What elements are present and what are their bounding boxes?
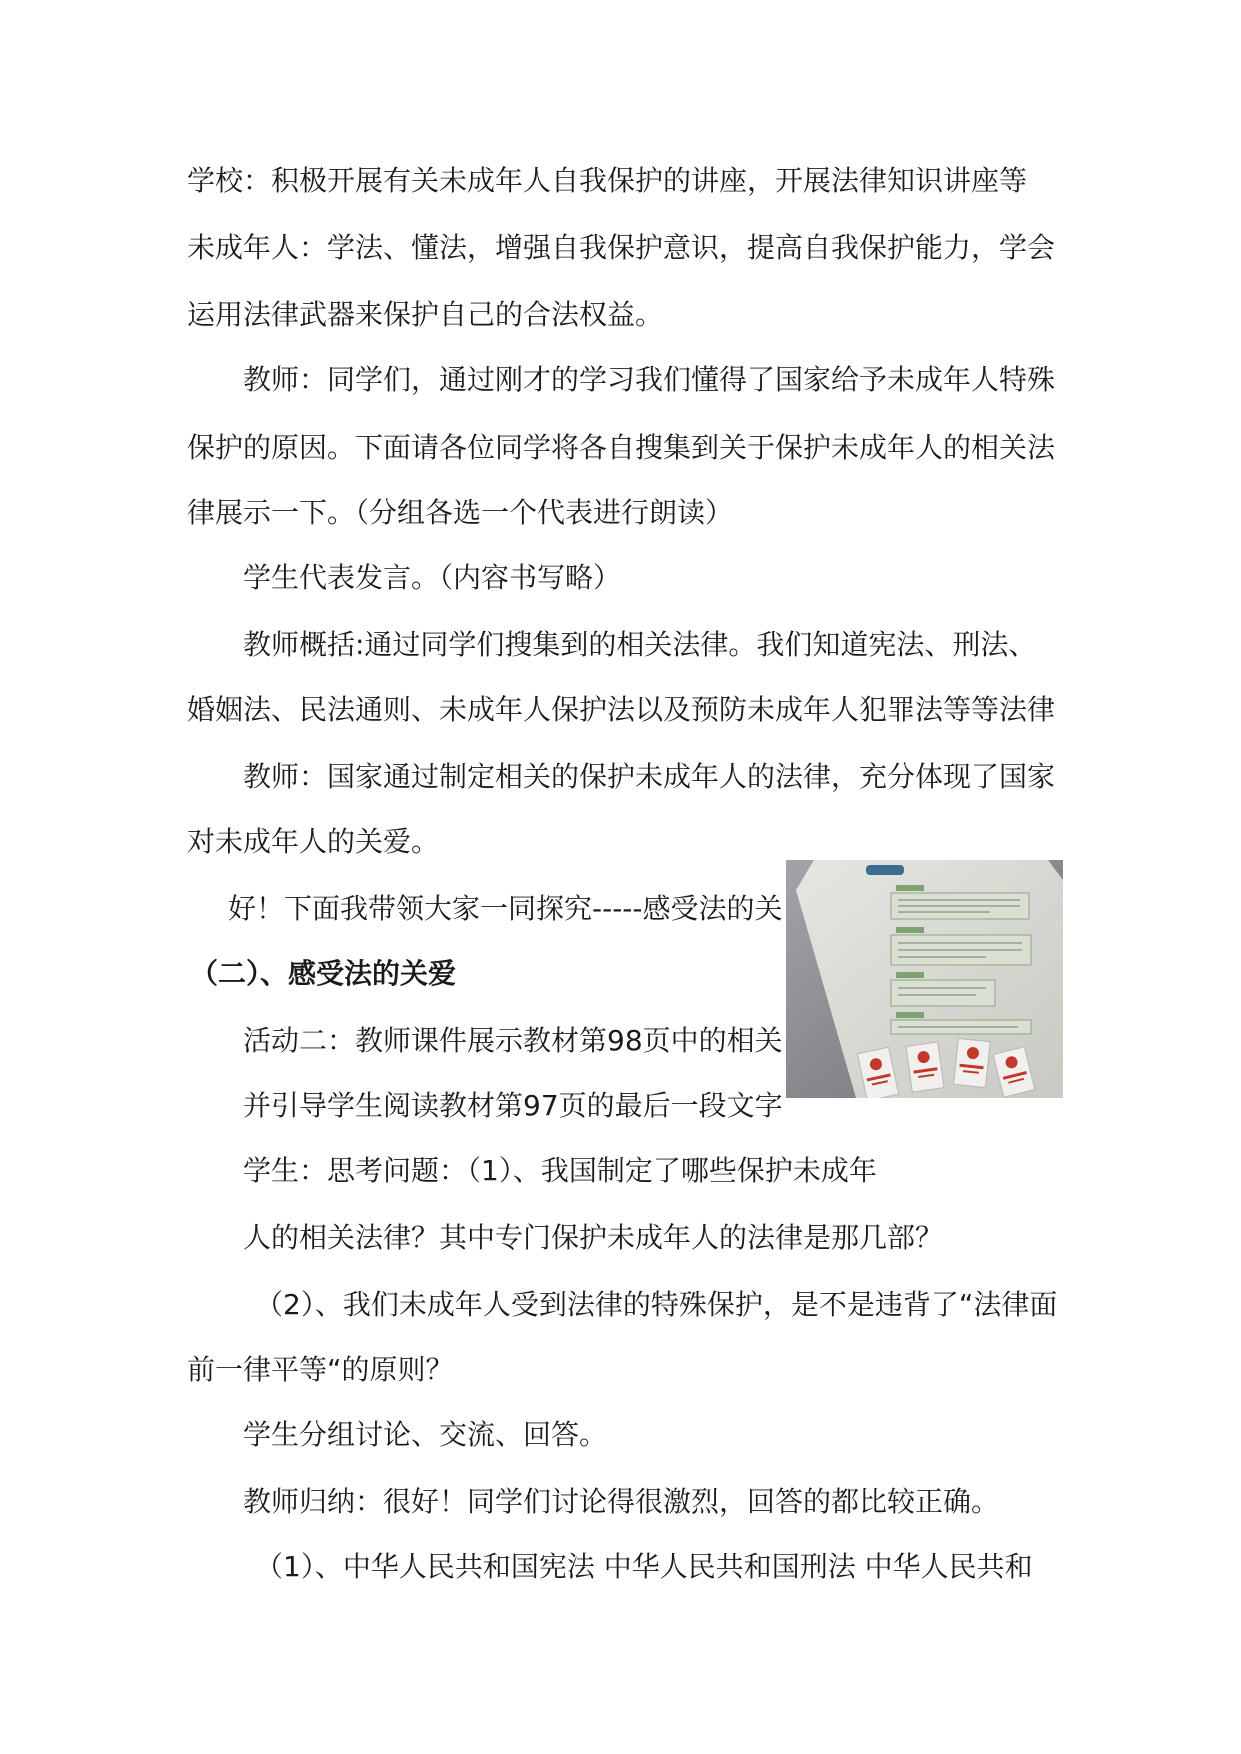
paragraph-line: 教师：同学们，通过刚才的学习我们懂得了国家给予未成年人特殊	[243, 363, 1056, 396]
paragraph-line: 未成年人：学法、懂法，增强自我保护意识，提高自我保护能力，学会	[187, 231, 1056, 264]
textbook-photo	[786, 860, 1063, 1098]
paragraph-line: 婚姻法、民法通则、未成年人保护法以及预防未成年人犯罪法等等法律	[187, 693, 1056, 726]
paragraph-line: 并引导学生阅读教材第97页的最后一段文字	[243, 1089, 783, 1122]
law-book-2	[906, 1042, 944, 1092]
textbook-photo-graphic	[786, 860, 1063, 1098]
paragraph-line: 保护的原因。下面请各位同学将各自搜集到关于保护未成年人的相关法	[187, 431, 1056, 464]
paragraph-line: （1）、中华人民共和国宪法 中华人民共和国刑法 中华人民共和	[255, 1550, 1033, 1583]
paragraph-line: 教师概括:通过同学们搜集到的相关法律。我们知道宪法、刑法、	[243, 628, 1037, 661]
paragraph-line: 学生代表发言。（内容书写略）	[243, 561, 622, 594]
paragraph-line: 教师：国家通过制定相关的保护未成年人的法律，充分体现了国家	[243, 760, 1056, 793]
paragraph-line: 律展示一下。（分组各选一个代表进行朗读）	[187, 496, 734, 529]
paragraph-line: 活动二：教师课件展示教材第98页中的相关	[243, 1024, 783, 1057]
paragraph-line: 学生：思考问题：（1）、我国制定了哪些保护未成年	[243, 1154, 877, 1187]
paragraph-line: 学生分组讨论、交流、回答。	[243, 1418, 608, 1451]
paragraph-line: 前一律平等“的原则？	[187, 1353, 454, 1386]
paragraph-line: 教师归纳：很好！同学们讨论得很激烈，回答的都比较正确。	[243, 1485, 1000, 1518]
paragraph-line: 对未成年人的关爱。	[187, 825, 440, 858]
paragraph-line: 学校：积极开展有关未成年人自我保护的讲座，开展法律知识讲座等	[187, 164, 1028, 197]
paragraph-line: 运用法律武器来保护自己的合法权益。	[187, 298, 664, 331]
law-book-3	[954, 1038, 991, 1087]
paragraph-line: 好！下面我带领大家一同探究-----感受法的关	[228, 892, 783, 925]
paragraph-line: （2）、我们未成年人受到法律的特殊保护，是不是违背了“法律面	[255, 1288, 1058, 1321]
paragraph-line: 人的相关法律？其中专门保护未成年人的法律是那几部？	[243, 1221, 944, 1254]
section-heading: （二）、感受法的关爱	[190, 957, 457, 990]
